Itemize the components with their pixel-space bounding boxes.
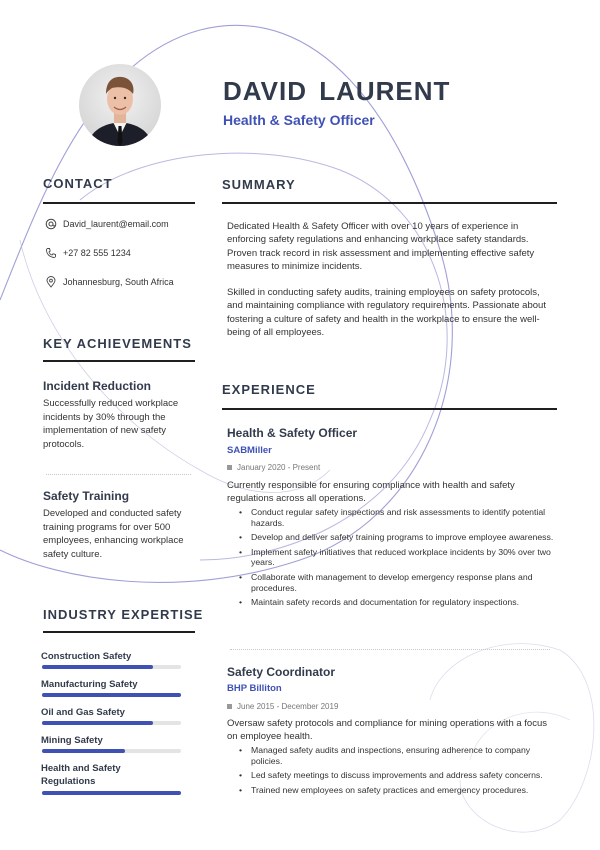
contact-email-text: David_laurent@email.com bbox=[63, 219, 169, 229]
responsibility-item: • Maintain safety records and documentation for regulatory inspections. bbox=[251, 597, 556, 608]
responsibility-item: • Develop and deliver safety training programs to improve employee awareness. bbox=[251, 532, 556, 543]
calendar-icon bbox=[227, 465, 232, 470]
skill-bar bbox=[42, 791, 181, 795]
contact-heading: CONTACT bbox=[43, 176, 113, 191]
skill-bar-fill bbox=[42, 721, 153, 725]
responsibility-item: • Managed safety audits and inspections, ensuring adherence to company policies. bbox=[251, 745, 556, 766]
contact-location-text: Johannesburg, South Africa bbox=[63, 277, 174, 287]
responsibility-item: • Implement safety initiatives that reduced workplace incidents by 30% over two years. bbox=[251, 547, 556, 568]
summary-divider bbox=[222, 202, 557, 204]
job-summary: Oversaw safety protocols and compliance for mining operations with a focus on employee health. bbox=[227, 718, 547, 743]
skill-bar-fill bbox=[42, 693, 181, 697]
job-dates bbox=[227, 702, 338, 711]
achievement-title: Incident Reduction bbox=[43, 379, 151, 393]
contact-phone-text: +27 82 555 1234 bbox=[63, 248, 131, 258]
expertise-divider bbox=[43, 631, 195, 633]
job-dates-text: June 2015 - December 2019 bbox=[237, 702, 339, 711]
company-name: SABMiller bbox=[227, 445, 272, 456]
at-sign-icon bbox=[45, 218, 57, 230]
summary-heading: SUMMARY bbox=[222, 177, 296, 192]
calendar-icon bbox=[227, 704, 232, 709]
skill-label: Mining Safety bbox=[41, 735, 103, 746]
job-responsibilities bbox=[251, 507, 556, 612]
experience-heading: EXPERIENCE bbox=[222, 382, 316, 397]
achievements-divider bbox=[43, 360, 195, 362]
skill-bar bbox=[42, 721, 181, 725]
candidate-role: Health & Safety Officer bbox=[223, 112, 375, 128]
contact-divider bbox=[43, 202, 195, 204]
person-portrait-icon bbox=[79, 64, 161, 146]
company-name: BHP Billiton bbox=[227, 683, 282, 694]
contact-email[interactable] bbox=[45, 218, 169, 230]
responsibility-item: • Collaborate with management to develop emergency response plans and procedures. bbox=[251, 572, 556, 593]
job-dates bbox=[227, 463, 320, 472]
expertise-heading: INDUSTRY EXPERTISE bbox=[43, 607, 204, 622]
skill-label: Oil and Gas Safety bbox=[41, 707, 125, 718]
skill-label: Construction Safety bbox=[41, 651, 132, 662]
phone-icon bbox=[45, 247, 57, 259]
job-summary: Currently responsible for ensuring compliance with health and safety regulations across all operations. bbox=[227, 480, 515, 505]
job-responsibilities bbox=[251, 745, 556, 800]
summary-paragraph: Skilled in conducting safety audits, training employees on safety protocols, and maintaining compliance with regulatory requirements. Passionate about fostering a culture of safety and health in the workplace to ensure the well-being of all employees. bbox=[227, 287, 546, 338]
summary-paragraph: Dedicated Health & Safety Officer with over 10 years of experience in enforcing safety regulations and enhancing workplace safety standards. Proven track record in risk assessment and implementing effective safety measures to minimize incidents. bbox=[227, 221, 535, 272]
skill-bar bbox=[42, 693, 181, 697]
achievement-title: Safety Training bbox=[43, 489, 130, 503]
skill-bar-fill bbox=[42, 791, 181, 795]
skill-bar-fill bbox=[42, 749, 125, 753]
responsibility-item: • Conduct regular safety inspections and risk assessments to identify potential hazards. bbox=[251, 507, 556, 528]
skill-bar bbox=[42, 749, 181, 753]
achievement-separator bbox=[46, 474, 191, 475]
skill-bar bbox=[42, 665, 181, 669]
job-title: Safety Coordinator bbox=[227, 665, 336, 679]
job-separator bbox=[230, 649, 550, 650]
location-pin-icon bbox=[45, 276, 57, 288]
skill-bar-fill bbox=[42, 665, 153, 669]
contact-phone[interactable] bbox=[45, 247, 131, 259]
profile-photo bbox=[79, 64, 161, 146]
responsibility-item: • Trained new employees on safety practices and emergency procedures. bbox=[251, 785, 556, 796]
skill-label: Health and Safety Regulations bbox=[41, 763, 121, 787]
job-dates-text: January 2020 - Present bbox=[237, 463, 321, 472]
candidate-name: DAVID LAURENT bbox=[223, 76, 451, 106]
contact-location bbox=[45, 276, 174, 288]
achievements-heading: KEY ACHIEVEMENTS bbox=[43, 336, 192, 351]
responsibility-item: • Led safety meetings to discuss improvements and address safety concerns. bbox=[251, 770, 556, 781]
job-title: Health & Safety Officer bbox=[227, 426, 358, 440]
experience-divider bbox=[222, 408, 557, 410]
skill-label: Manufacturing Safety bbox=[41, 679, 138, 690]
achievement-description: Developed and conducted safety training programs for over 500 employees, enhancing workplace safety culture. bbox=[43, 508, 184, 560]
achievement-description: Successfully reduced workplace incidents by 30% through the implementation of new safety protocols. bbox=[43, 398, 179, 450]
